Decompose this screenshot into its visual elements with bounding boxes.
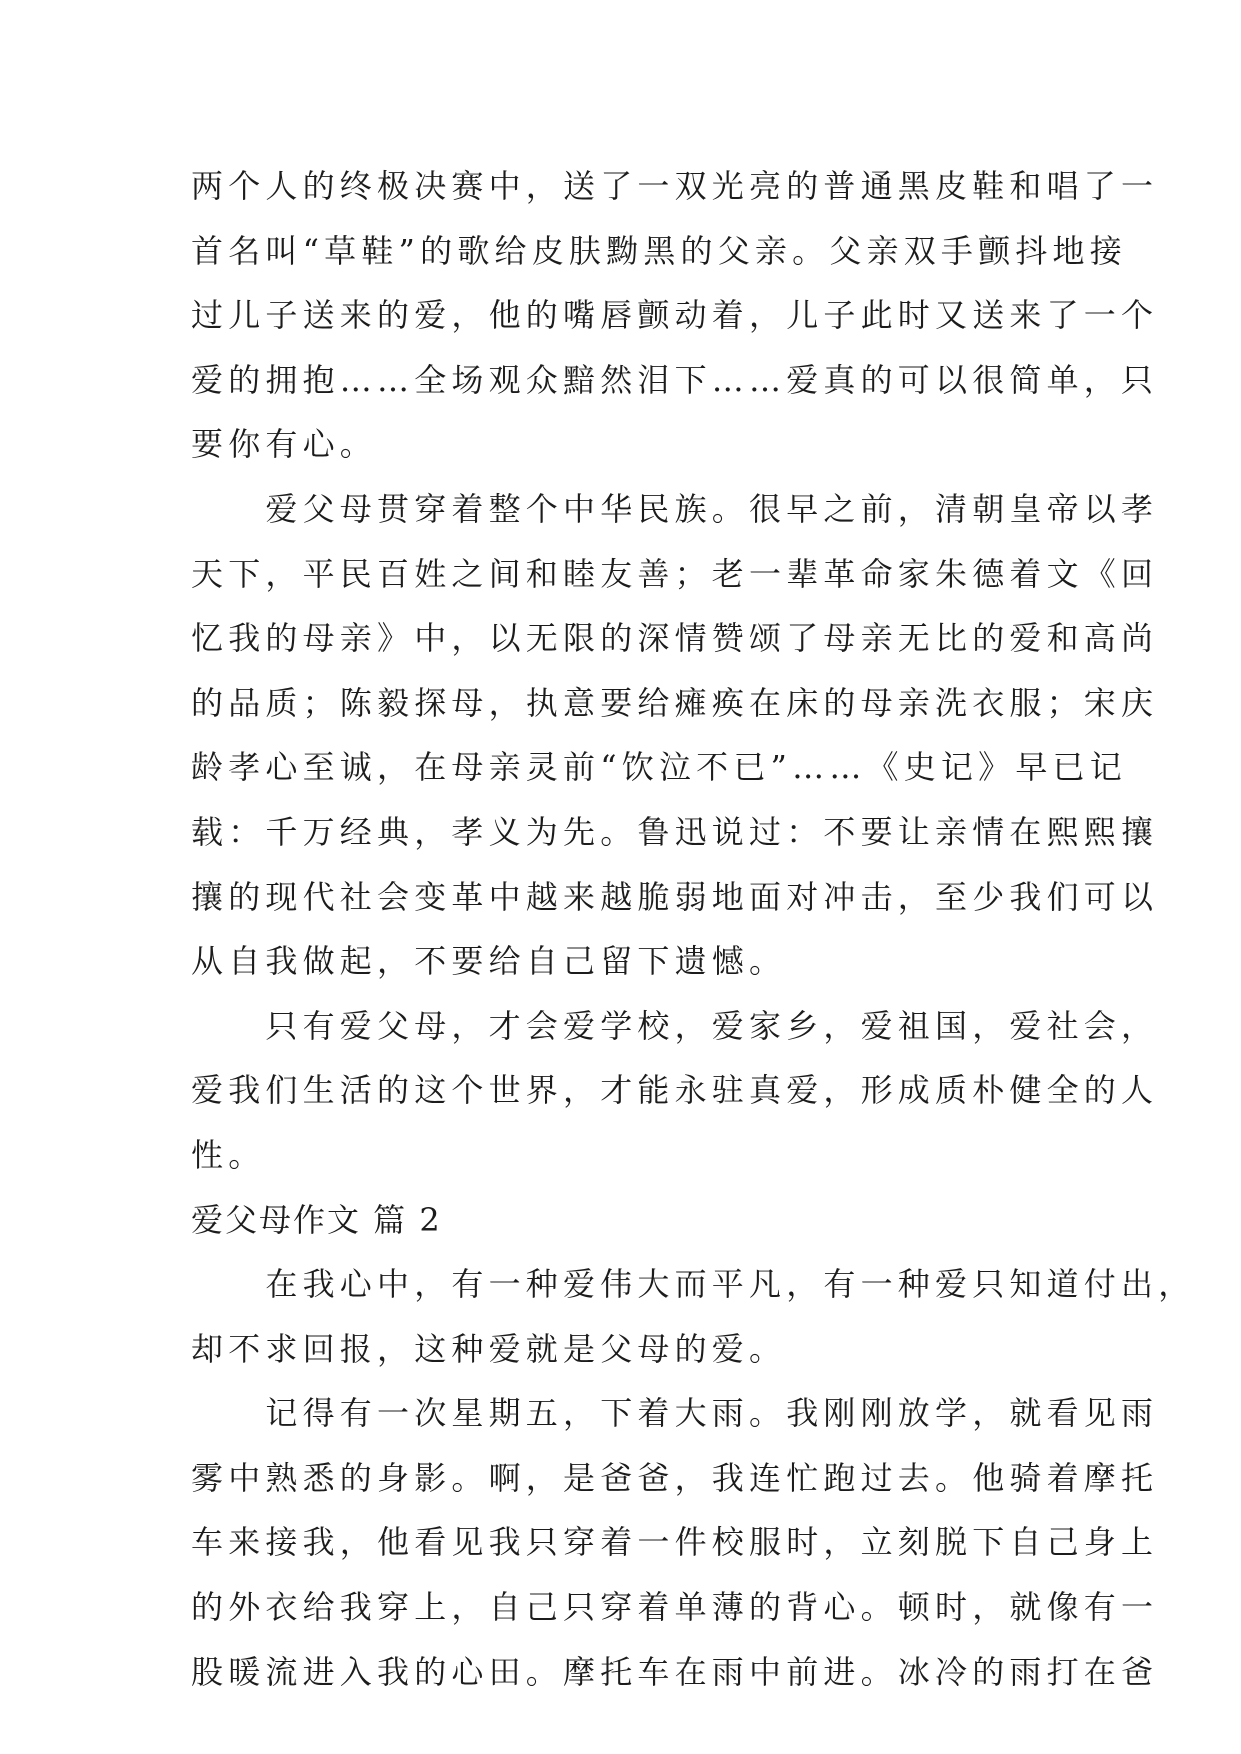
section-title: 爱父母作文 篇 2 (191, 1200, 442, 1239)
text-line: 攘的现代社会变革中越来越脆弱地面对冲击，至少我们可以 (191, 877, 1159, 916)
text-line: 的品质；陈毅探母，执意要给瘫痪在床的母亲洗衣服；宋庆 (191, 683, 1159, 722)
text-line: 首名叫“草鞋”的歌给皮肤黝黑的父亲。父亲双手颤抖地接 (191, 231, 1127, 270)
text-line: 记得有一次星期五，下着大雨。我刚刚放学，就看见雨 (191, 1394, 1159, 1433)
text-line: 雾中熟悉的身影。啊，是爸爸，我连忙跑过去。他骑着摩托 (191, 1458, 1159, 1497)
text-line: 忆我的母亲》中，以无限的深情赞颂了母亲无比的爱和高尚 (191, 619, 1159, 658)
document-body (191, 154, 1196, 1704)
text-line: 两个人的终极决赛中，送了一双光亮的普通黑皮鞋和唱了一 (191, 167, 1159, 205)
paragraph-2 (191, 477, 1159, 994)
text-line: 股暖流进入我的心田。摩托车在雨中前进。冰冷的雨打在爸 (191, 1652, 1159, 1691)
text-line: 天下，平民百姓之间和睦友善；老一辈革命家朱德着文《回 (191, 554, 1159, 593)
text-line: 车来接我，他看见我只穿着一件校服时，立刻脱下自己身上 (191, 1523, 1159, 1562)
text-line: 龄孝心至诚，在母亲灵前“饮泣不已”……《史记》早已记 (191, 748, 1127, 787)
paragraph-3 (191, 994, 1159, 1188)
paragraph-4 (191, 1252, 1196, 1381)
text-line: 爱的拥抱……全场观众黯然泪下……爱真的可以很简单，只 (191, 360, 1159, 399)
paragraph-1 (191, 154, 1159, 477)
text-line: 爱我们生活的这个世界，才能永驻真爱，形成质朴健全的人 (191, 1071, 1159, 1110)
paragraph-5 (191, 1381, 1159, 1704)
text-line: 从自我做起，不要给自己留下遗憾。 (191, 942, 787, 981)
text-line: 爱父母贯穿着整个中华民族。很早之前，清朝皇帝以孝 (191, 489, 1159, 528)
text-line: 过儿子送来的爱，他的嘴唇颤动着，儿子此时又送来了一个 (191, 296, 1159, 335)
text-line: 载：千万经典，孝义为先。鲁迅说过：不要让亲情在熙熙攘 (191, 812, 1159, 851)
text-line: 只有爱父母，才会爱学校，爱家乡，爱祖国，爱社会， (191, 1006, 1159, 1045)
text-line: 性。 (191, 1135, 266, 1174)
text-line: 在我心中，有一种爱伟大而平凡，有一种爱只知道付出， (191, 1265, 1196, 1304)
text-line: 要你有心。 (191, 425, 378, 464)
text-line: 却不求回报，这种爱就是父母的爱。 (191, 1329, 787, 1368)
text-line: 的外衣给我穿上，自己只穿着单薄的背心。顿时，就像有一 (191, 1588, 1159, 1627)
